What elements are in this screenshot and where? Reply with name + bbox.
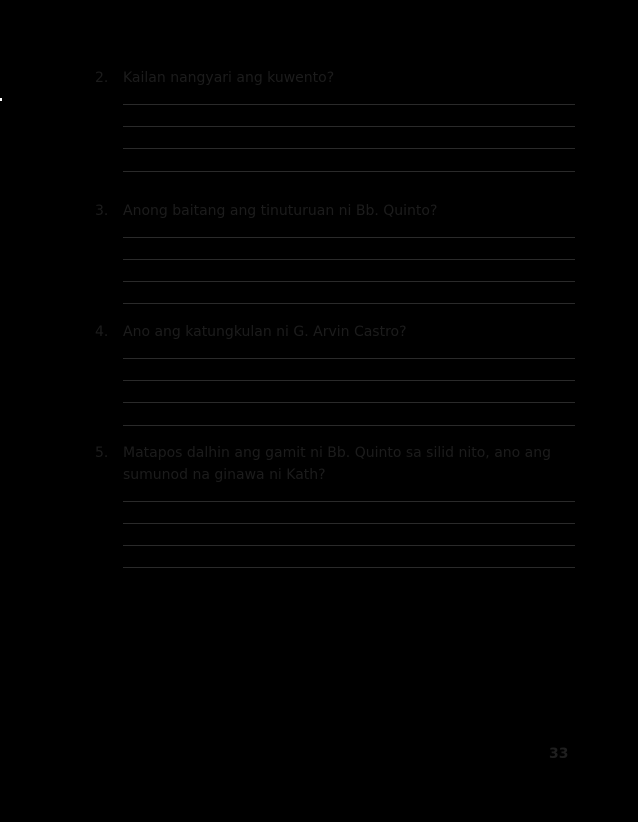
question-number: 5. [95, 445, 109, 461]
answer-line[interactable] [123, 281, 575, 282]
answer-line[interactable] [123, 259, 575, 260]
page-edge-mark [0, 98, 2, 101]
answer-line[interactable] [123, 501, 575, 502]
answer-line[interactable] [123, 523, 575, 524]
answer-line[interactable] [123, 303, 575, 304]
answer-line[interactable] [123, 171, 575, 172]
answer-line[interactable] [123, 425, 575, 426]
answer-line[interactable] [123, 545, 575, 546]
question-text: Kailan nangyari ang kuwento? [123, 70, 335, 86]
answer-line[interactable] [123, 104, 575, 105]
answer-line[interactable] [123, 237, 575, 238]
answer-line[interactable] [123, 402, 575, 403]
answer-line[interactable] [123, 148, 575, 149]
answer-line[interactable] [123, 567, 575, 568]
answer-line[interactable] [123, 380, 575, 381]
question-number: 2. [95, 70, 109, 86]
answer-line[interactable] [123, 126, 575, 127]
answer-line[interactable] [123, 358, 575, 359]
question-number: 4. [95, 324, 109, 340]
question-text: Matapos dalhin ang gamit ni Bb. Quinto sa silid nito, ano ang sumunod na ginawa ni Kath? [123, 445, 551, 483]
question-text: Anong baitang ang tinuturuan ni Bb. Quinto? [123, 203, 438, 219]
page-number: 33 [549, 746, 569, 762]
question-text: Ano ang katungkulan ni G. Arvin Castro? [123, 324, 407, 340]
question-number: 3. [95, 203, 109, 219]
